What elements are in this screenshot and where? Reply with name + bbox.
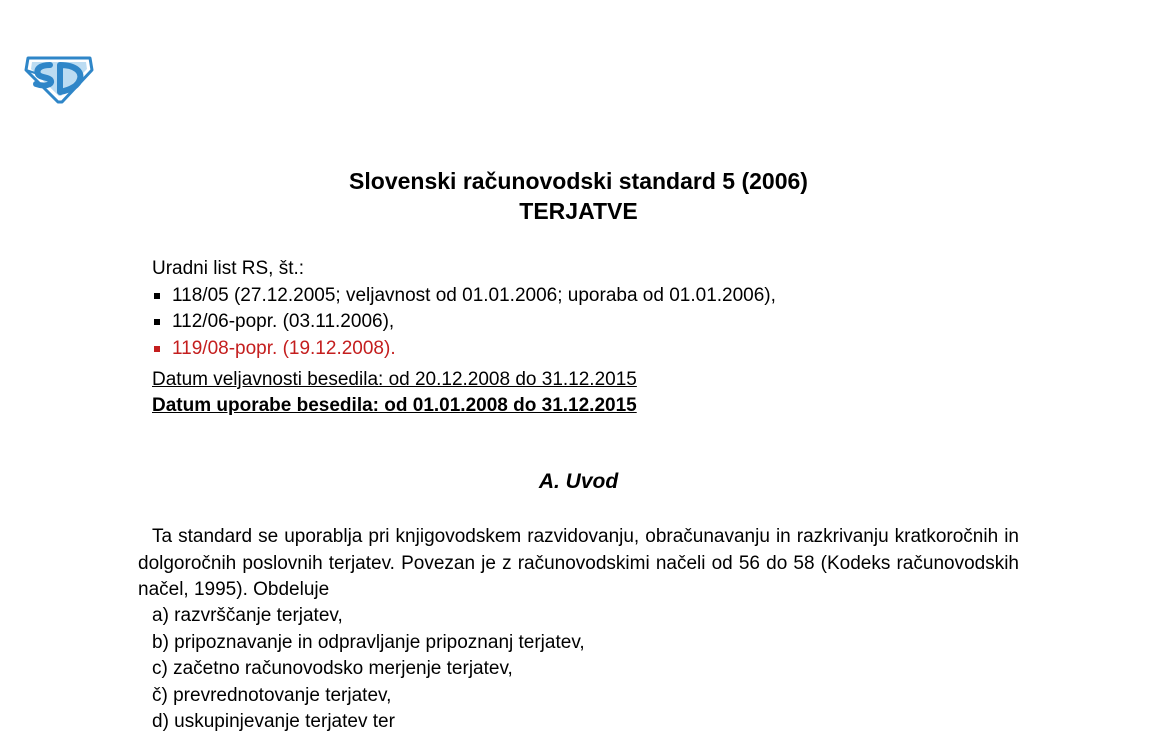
text-dates [152,367,637,419]
gazette-item-highlighted [152,336,776,363]
gazette-item-text: 112/06-popr. (03.11.2006), [172,311,395,332]
title-line-1: Slovenski računovodski standard 5 (2006) [349,168,808,194]
gazette-item [152,309,776,336]
document-title [0,166,1157,226]
bullet-icon [154,319,160,325]
logo [22,48,96,104]
gazette-list [152,283,776,363]
validity-date: Datum veljavnosti besedila: od 20.12.2008 do 31.12.2015 [152,369,637,390]
section-heading: A. Uvod [538,470,619,493]
scope-item: c) začetno računovodsko merjenje terjatev, [152,658,513,679]
scope-item: b) pripoznavanje in odpravljanje pripoznanj terjatev, [152,631,585,653]
intro-paragraph: Ta standard se uporablja pri knjigovodskem razvidovanju, obračunavanju in razkrivanju kratkoročnih in dolgoročnih poslovnih terjatev. Povezan je z računovodskimi načeli od 56 do 58 (Kodeks računovodskih načel, 1995). Obdeluje [138,526,1019,600]
gazette-label: Uradni list RS, št.: [152,258,305,279]
bullet-icon [154,293,160,299]
title-line-2: TERJATVE [519,198,638,224]
scope-item: a) razvrščanje terjatev, [152,605,343,626]
scope-item: č) prevrednotovanje terjatev, [152,684,392,706]
gazette-item-text: 118/05 (27.12.2005; veljavnost od 01.01.2006; uporaba od 01.01.2006), [172,284,776,306]
usage-date: Datum uporabe besedila: od 01.01.2008 do 31.12.2015 [152,395,637,416]
scope-list [152,603,585,736]
gazette-references [152,256,776,362]
gazette-item [152,283,776,310]
gazette-item-text: 119/08-popr. (19.12.2008). [172,337,396,359]
bullet-icon [154,346,160,352]
sd-shield-logo-icon [22,48,96,104]
scope-item: d) uskupinjevanje terjatev ter [152,711,395,732]
